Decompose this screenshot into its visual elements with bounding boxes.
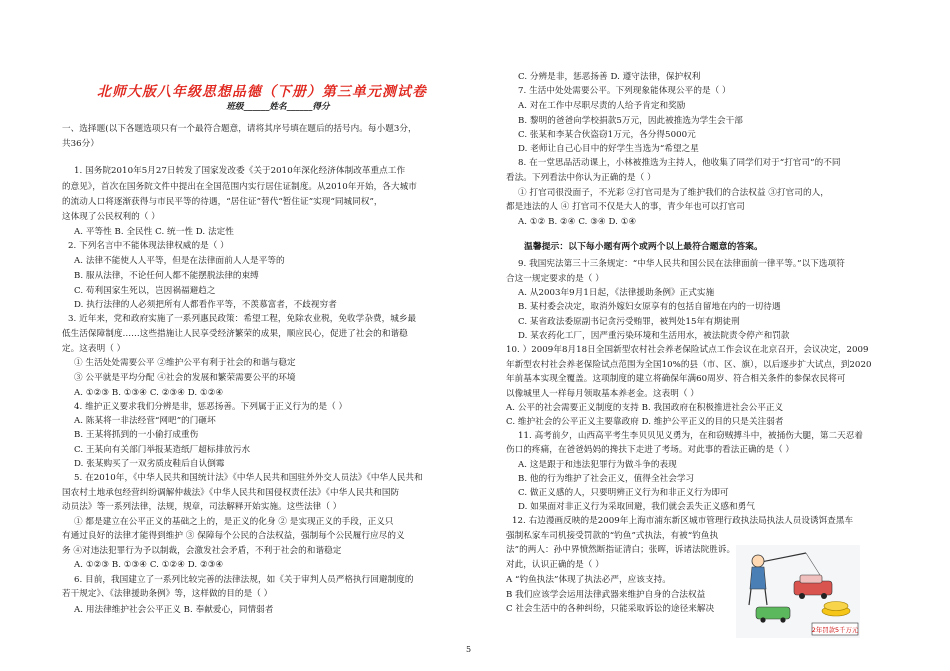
question-1: 1. 国务院2010年5月27日转发了国家发改委《关于2010年深化经济体制改革重点工作: [74, 166, 406, 176]
question-2-option-c: C. 苟利国家生死以，岂因祸福避趋之: [74, 286, 216, 296]
question-3-text: 低生活保障制度……这些措施让人民享受经济繁荣的成果，顺应民心，促进了社会的和谐稳: [62, 329, 408, 339]
question-1-options: A. 平等性 B. 全民性 C. 统一性 D. 法定性: [74, 227, 234, 237]
question-3: 3. 近年来，党和政府实施了一系列惠民政策：希望工程，免除农业税，免收学杂费，城乡最: [68, 314, 417, 324]
question-9-option-c: C. 某省政法委原副书记贪污受贿罪，被判处15年有期徒刑: [518, 317, 740, 327]
question-10-text: 以像城里人一样每月领取基本养老金。这表明（ ）: [506, 389, 699, 399]
question-3-text: 定。这表明（ ）: [62, 344, 126, 354]
question-9-text: 合这一规定要求的是（ ）: [506, 274, 604, 284]
question-6-options: A. 用法律维护社会公平正义 B. 奉献爱心，同情弱者: [74, 605, 274, 615]
question-5-item: ① 都是建立在公平正义的基础之上的，是正义的化身 ② 是实现正义的手段，正义只: [74, 517, 394, 527]
question-5-text: 动员法》等一系列法律，法规，规章，司法解释开始实施。这些法律（ ）: [62, 502, 342, 512]
question-6: 6. 目前，我国建立了一系列比较完善的法律法规，如《关于审判人员严格执行回避制度的: [74, 575, 414, 585]
question-8-options: A. ①② B. ②④ C. ③④ D. ①④: [518, 217, 637, 227]
question-4-option-c: C. 王某向有关部门举报某造纸厂超标排放污水: [74, 445, 251, 455]
question-10: 10. ）2009年8月18日全国新型农村社会养老保险试点工作会议在北京召开，会议决定，2009: [506, 345, 869, 355]
question-3-item: ③ 公平就是平均分配 ④社会的发展和繁荣需要公平的环境: [74, 373, 296, 383]
section-heading-cont: 共36分）: [62, 139, 99, 149]
question-4-option-d: D. 张某购买了一双劣质皮鞋后自认倒霉: [74, 459, 225, 469]
question-12-text: 对此，认识正确的是（ ）: [506, 560, 604, 570]
question-10-options: A. 公平的社会需要正义制度的支持 B. 我国政府在积极推进社会公平正义: [506, 403, 784, 413]
cartoon-caption: 2年罚款5千万元: [811, 626, 859, 634]
exam-title: 北师大版八年级思想品德（下册）第三单元测试卷: [97, 84, 427, 100]
question-5-text: 国农村土地承包经营纠纷调解仲裁法》《中华人民共和国侵权责任法》《中华人民共和国防: [62, 488, 400, 498]
question-5-options: A. ①②③ B. ①③④ C. ①②④ D. ②③④: [74, 560, 224, 570]
question-9-option-a: A. 从2003年9月1日起，《法律援助条例》正式实施: [518, 288, 715, 298]
question-12-option-a: A “钓鱼执法”体现了执法必严，应该支持。: [506, 575, 671, 585]
question-2: 2. 下列名言中不能体现法律权威的是（ ）: [68, 241, 229, 251]
question-1-text: 的流动人口将逐渐获得与市民平等的待遇，“居住证”替代“暂住证”实现“同城同权”，: [62, 197, 383, 207]
page-number: 5: [466, 645, 472, 654]
question-9: 9. 我国宪法第三十三条规定：“中华人民共和国公民在法律面前一律平等。”以下选项符: [518, 259, 845, 269]
question-2-option-d: D. 执行法律的人必须把所有人都看作平等，不羡慕富者，不歧视穷者: [74, 300, 337, 310]
section-heading: 一、选择题(以下各题选项只有一个最符合题意，请将其序号填在题后的括号内。每小题3分，: [62, 124, 417, 134]
question-7-option-d: D. 老师让自己心目中的好学生当选为“希望之星: [518, 144, 699, 154]
question-12-option-b: B 我们应该学会运用法律武器来维护自身的合法权益: [506, 590, 706, 600]
question-10-options: C. 维护社会的公平正义主要靠政府 D. 维护公平正义的目的只是关注弱者: [506, 417, 784, 427]
question-5: 5. 在2010年，《中华人民共和国统计法》《中华人民共和国驻外外交人员法》《中华人民共和: [74, 473, 423, 483]
question-9-option-d: D. 某农药化工厂，因严重污染环境和生活用水，被法院责令停产和罚款: [518, 331, 790, 341]
question-2-option-a: A. 法律不能使人人平等，但是在法律面前人人是平等的: [74, 256, 285, 266]
question-4-option-b: B. 王某将抓到的一小偷打成重伤: [74, 430, 199, 440]
question-5-item: 务 ④对违法犯罪行为予以制裁，会激发社会矛盾，不利于社会的和谐稳定: [62, 546, 342, 556]
question-8-item: 都是违法的人 ④ 打官司不仅是大人的事，青少年也可以打官司: [506, 202, 745, 212]
question-11-text: 伤口的疼痛，在爸爸妈妈的搀扶下走进了考场。对此事的看法正确的是（ ）: [506, 445, 795, 455]
question-7-option-a: A. 对在工作中尽职尽责的人给予肯定和奖励: [518, 101, 686, 111]
question-12-text: 强制私家车司机接受罚款的“钓鱼”式执法，有被“钓鱼执: [506, 531, 719, 541]
student-info-line: 班级______姓名______得分: [226, 102, 330, 112]
question-11-option-b: B. 他的行为维护了社会正义，值得全社会学习: [518, 474, 695, 484]
question-12-text: 法”的两人：孙中界愤然断指证清白；张晖，诉诸法院胜诉。: [506, 545, 736, 555]
question-6-text: 若干规定》、《法律援助条例》等，这样做的目的是（ ）: [62, 589, 273, 599]
question-6-options-cont: C. 分辨是非，惩恶扬善 D. 遵守法律，保护权利: [518, 72, 701, 82]
question-11-option-d: D. 如果面对非正义行为采取回避，我们就会丢失正义感和勇气: [518, 502, 755, 512]
question-2-option-b: B. 服从法律，不论任何人都不能摆脱法律的束缚: [74, 271, 259, 281]
question-3-item: ① 生活处处需要公平 ②维护公平有利于社会的和谐与稳定: [74, 358, 296, 368]
multi-choice-hint: 温馨提示：以下每小题有两个或两个以上最符合题意的答案。: [524, 242, 763, 252]
question-5-item: 有通过良好的法律才能得到维护 ③ 保障每个公民的合法权益，强制每个公民履行应尽的义: [62, 531, 405, 541]
question-10-text: 年新型农村社会养老保险试点范围为全国10%的县（市、区、旗），以后逐步扩大试点，到2020: [506, 360, 872, 370]
question-4-option-a: A. 陈某将一非法经营“网吧”的门砸坏: [74, 416, 216, 426]
question-4: 4. 维护正义要求我们分辨是非，惩恶扬善。下列属于正义行为的是（ ）: [74, 402, 348, 412]
question-12: 12. 右边漫画反映的是2009年上海市浦东新区城市管理行政执法局执法人员设诱饵查黑车: [512, 516, 854, 526]
question-12-option-c: C 社会生活中的各种纠纷，只能采取诉讼的途径来解决: [506, 604, 715, 614]
question-10-text: 年前基本实现全覆盖。这项制度的建立将确保年满60周岁、符合相关条件的参保农民将可: [506, 374, 846, 384]
question-1-text: 这体现了公民权利的（ ）: [62, 212, 160, 222]
question-11: 11. 高考前夕，山西高平考生李贝贝见义勇为，在和窃贼搏斗中，被捅伤大腿，第二天忍着: [518, 431, 864, 441]
question-8: 8. 在一堂思品活动课上，小林被推选为主持人，他收集了同学们对于“打官司”的不同: [518, 158, 841, 168]
question-11-option-a: A. 这是跟于和违法犯罪行为做斗争的表现: [518, 460, 677, 470]
question-11-option-c: C. 做正义感的人，只要明辨正义行为和非正义行为即可: [518, 488, 729, 498]
question-9-option-b: B. 某村委会决定，取消外嫁妇女原享有的包括自留地在内的一切待遇: [518, 302, 781, 312]
question-7: 7. 生活中处处需要公平。下列现象能体现公平的是（ ）: [518, 86, 731, 96]
question-1-text: 的意见》，首次在国务院文件中提出在全国范围内实行居住证制度。从2010年开始，各大城市: [62, 182, 417, 192]
fishing-enforcement-cartoon: [736, 545, 860, 638]
question-8-item: ① 打官司很没面子，不光彩 ②打官司是为了维护我们的合法权益 ③打官司的人，: [518, 188, 829, 198]
question-7-option-b: B. 黎明的爸爸向学校捐款5万元，因此被推选为学生会干部: [518, 116, 743, 126]
question-8-text: 看法。下列看法中你认为正确的是（ ）: [506, 173, 656, 183]
question-3-options: A. ①②③ B. ①③④ C. ②③④ D. ①②④: [74, 388, 224, 398]
question-7-option-c: C. 张某和李某合伙盗窃1万元，各分得5000元: [518, 130, 696, 140]
